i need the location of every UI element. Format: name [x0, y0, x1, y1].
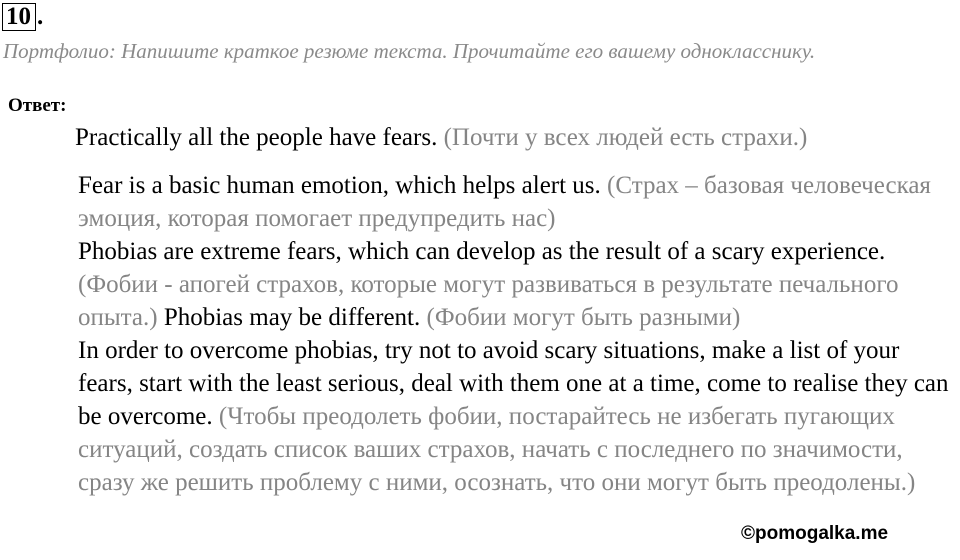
task-number: [2, 3, 43, 31]
russian-translation: (Чтобы преодолеть фобии, постарайтесь не избегать пугающих ситуаций, создать список ваших страхов, начать с последнего по значимости, сразу же решить проблему с ними, осознать, что они могут быть преодолены.): [78, 403, 916, 496]
site-watermark: ©pomogalka.me: [741, 523, 889, 544]
russian-translation: (Фобии могут быть разными): [426, 304, 741, 331]
task-instruction: Портфолио: Напишите краткое резюме текста. Прочитайте его вашему однокласснику.: [3, 39, 816, 63]
answer-paragraph: [78, 169, 960, 235]
first-line-russian: (Почти у всех людей есть страхи.): [443, 124, 808, 151]
answer-first-line: [75, 122, 807, 154]
task-number-suffix: .: [37, 3, 44, 30]
russian-translation: (Фобии - апогей страхов, которые могут развиваться в результате печального опыта.): [78, 271, 899, 331]
english-sentence: Phobias are extreme fears, which can develop as the result of a scary experience.: [78, 238, 886, 265]
answer-paragraph: [78, 334, 960, 499]
english-sentence: Phobias may be different.: [163, 304, 421, 331]
task-number-box: 10: [2, 3, 36, 31]
russian-translation: (Страх – базовая человеческая эмоция, которая помогает предупредить нас): [78, 172, 931, 232]
english-sentence: In order to overcome phobias, try not to avoid scary situations, make a list of your fears, start with the least serious, deal with them one at a time, come to realise they can be overcome.: [78, 337, 949, 430]
answer-label: Ответ:: [8, 95, 67, 116]
answer-paragraph: [78, 235, 960, 334]
answer-body: [78, 169, 960, 499]
english-sentence: Fear is a basic human emotion, which helps alert us.: [78, 172, 601, 199]
first-line-english: Practically all the people have fears.: [75, 124, 438, 151]
